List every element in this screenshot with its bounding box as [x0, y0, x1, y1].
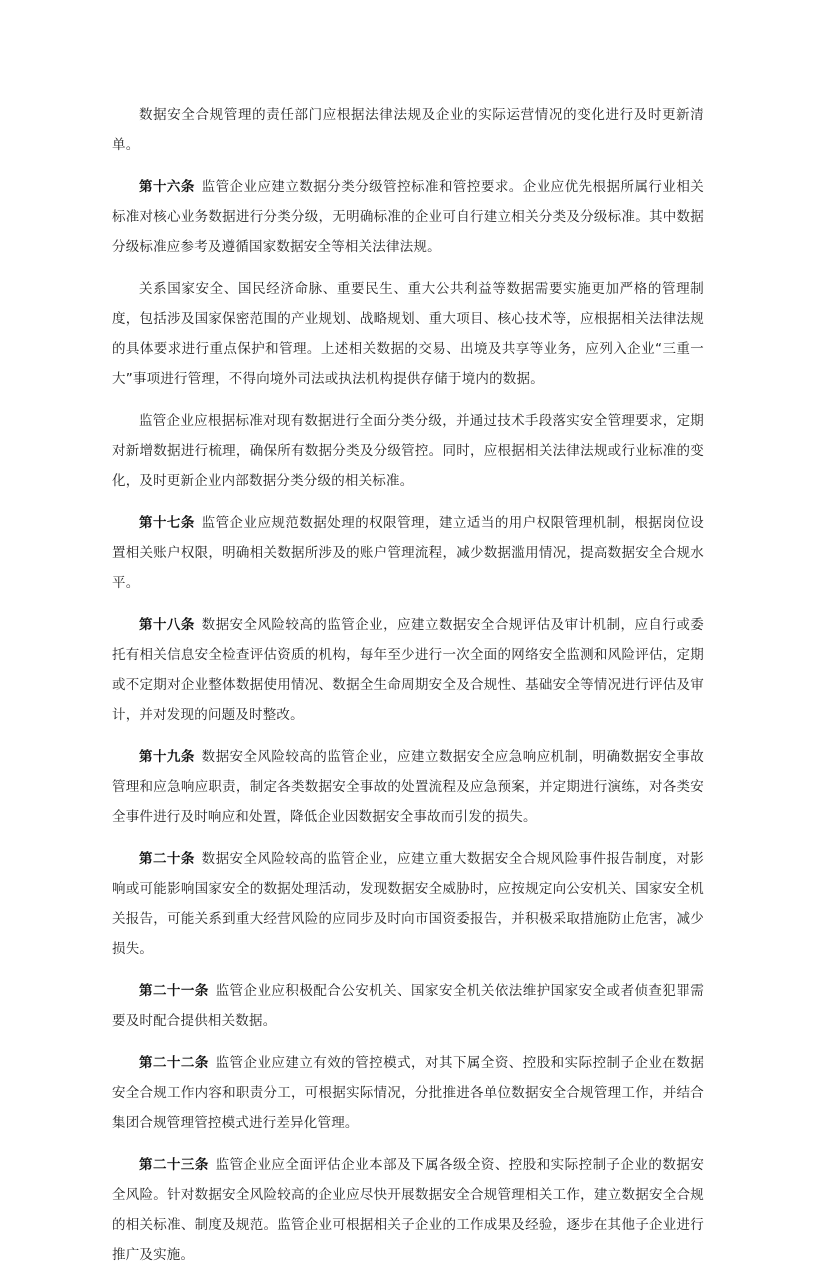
article-number: 第十九条 [139, 749, 195, 765]
paragraph-text: 数据安全合规管理的责任部门应根据法律法规及企业的实际运营情况的变化进行及时更新清单。 [112, 107, 704, 153]
article-number: 第二十条 [139, 851, 195, 867]
paragraph-text: 监管企业应积极配合公安机关、国家安全机关依法维护国家安全或者侦查犯罪需要及时配合提供相关数据。 [112, 983, 705, 1029]
article-paragraph [112, 844, 704, 964]
article-number: 第二十一条 [139, 983, 209, 999]
article-paragraph [112, 1048, 704, 1138]
paragraph-text: 监管企业应建立数据分类分级管控标准和管控要求。企业应优先根据所属行业相关标准对核心业务数据进行分类分级，无明确标准的企业可自行建立相关分类及分级标准。其中数据分级标准应参考及遵循国家数据安全等相关法律法规。 [112, 179, 704, 255]
article-paragraph [112, 508, 704, 598]
paragraph [112, 274, 704, 394]
article-paragraph [112, 610, 704, 730]
article-number: 第二十三条 [139, 1157, 209, 1173]
article-number: 第十八条 [139, 617, 195, 633]
article-number: 第十六条 [139, 179, 195, 195]
article-paragraph [112, 742, 704, 832]
document-body [112, 100, 704, 1282]
paragraph-text: 数据安全风险较高的监管企业，应建立数据安全应急响应机制，明确数据安全事故管理和应急响应职责，制定各类数据安全事故的处置流程及应急预案，并定期进行演练，对各类安全事件进行及时响应和处置，降低企业因数据安全事故而引发的损失。 [112, 749, 704, 825]
paragraph-text: 数据安全风险较高的监管企业，应建立重大数据安全合规风险事件报告制度，对影响或可能影响国家安全的数据处理活动，发现数据安全威胁时，应按规定向公安机关、国家安全机关报告，可能关系到重大经营风险的应同步及时向市国资委报告，并积极采取措施防止危害，减少损失。 [112, 851, 704, 957]
paragraph-text: 监管企业应根据标准对现有数据进行全面分类分级，并通过技术手段落实安全管理要求，定期对新增数据进行梳理，确保所有数据分类及分级管控。同时，应根据相关法律法规或行业标准的变化，及时更新企业内部数据分类分级的相关标准。 [112, 413, 704, 489]
article-paragraph [112, 1150, 704, 1270]
article-paragraph [112, 976, 704, 1036]
paragraph-text: 监管企业应规范数据处理的权限管理，建立适当的用户权限管理机制，根据岗位设置相关账户权限，明确相关数据所涉及的账户管理流程，减少数据滥用情况，提高数据安全合规水平。 [112, 515, 704, 591]
article-number: 第二十二条 [139, 1055, 209, 1071]
paragraph [112, 406, 704, 496]
paragraph-text: 监管企业应建立有效的管控模式，对其下属全资、控股和实际控制子企业在数据安全合规工作内容和职责分工，可根据实际情况，分批推进各单位数据安全合规管理工作，并结合集团合规管理管控模式进行差异化管理。 [112, 1055, 705, 1131]
article-paragraph [112, 172, 704, 262]
paragraph [112, 100, 704, 160]
paragraph-text: 关系国家安全、国民经济命脉、重要民生、重大公共利益等数据需要实施更加严格的管理制度，包括涉及国家保密范围的产业规划、战略规划、重大项目、核心技术等，应根据相关法律法规的具体要求进行重点保护和管理。上述相关数据的交易、出境及共享等业务，应列入企业“三重一大”事项进行管理，不得向境外司法或执法机构提供存储于境内的数据。 [112, 281, 704, 387]
paragraph-text: 数据安全风险较高的监管企业，应建立数据安全合规评估及审计机制，应自行或委托有相关信息安全检查评估资质的机构，每年至少进行一次全面的网络安全监测和风险评估，定期或不定期对企业整体数据使用情况、数据全生命周期安全及合规性、基础安全等情况进行评估及审计，并对发现的问题及时整改。 [112, 617, 704, 723]
paragraph-text: 监管企业应全面评估企业本部及下属各级全资、控股和实际控制子企业的数据安全风险。针对数据安全风险较高的企业应尽快开展数据安全合规管理相关工作，建立数据安全合规的相关标准、制度及规范。监管企业可根据相关子企业的工作成果及经验，逐步在其他子企业进行推广及实施。 [112, 1157, 705, 1263]
article-number: 第十七条 [139, 515, 195, 531]
